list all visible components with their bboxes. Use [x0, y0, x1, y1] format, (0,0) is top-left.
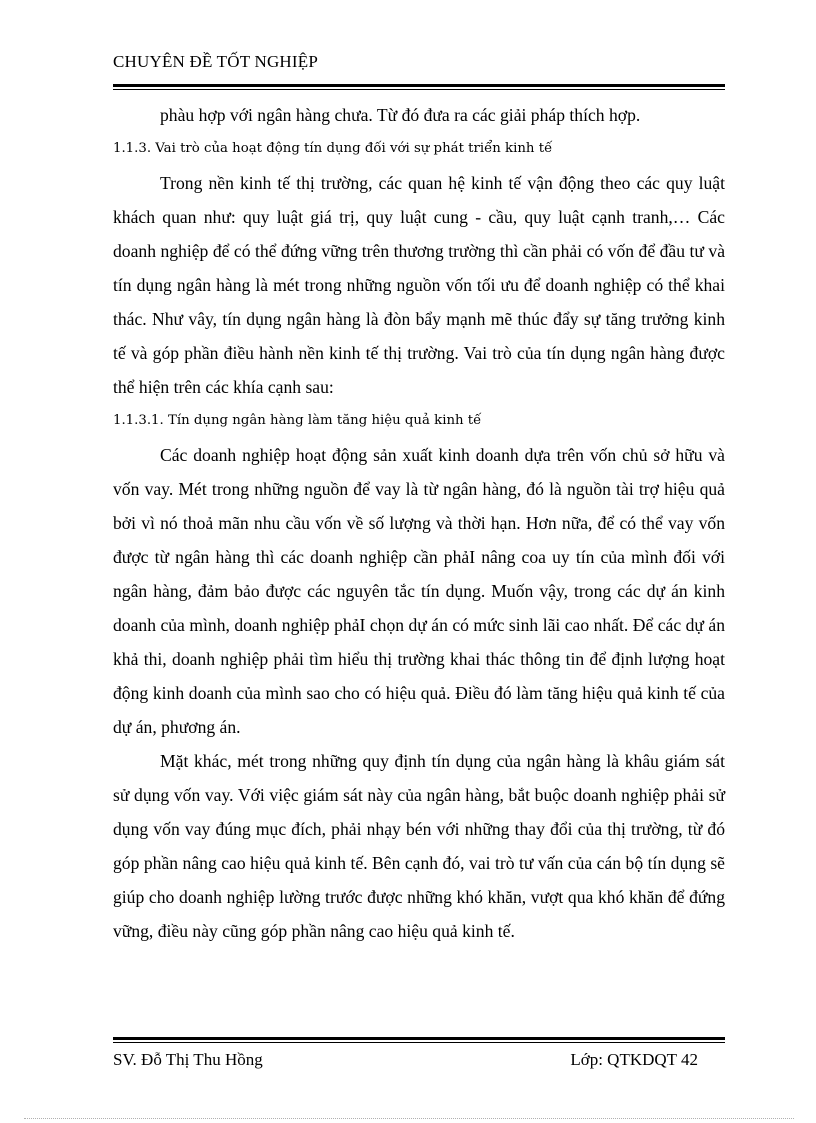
paragraph: Trong nền kinh tế thị trường, các quan hệ kinh tế vận động theo các quy luật khách quan như: quy luật giá trị, quy luật cung - cầu, quy luật cạnh tranh,… Các doanh nghiệp để có thể đứng vững trên thương trường thì cần phải có vốn để đầu tư và tín dụng ngân hàng là mét trong những nguồn vốn tối ưu để doanh nghiệp có thể khai thác. Như vây, tín dụng ngân hàng là đòn bẩy mạnh mẽ thúc đẩy sự tăng trưởng kinh tế và góp phần điều hành nền kinh tế thị trường. Vai trò của tín dụng ngân hàng được thể hiện trên các khía cạnh sau: — [113, 173, 725, 397]
header-divider — [113, 84, 725, 90]
footer-class: Lớp: QTKDQT 42 — [570, 1050, 698, 1069]
document-body — [113, 98, 725, 948]
section-heading: 1.1.3. Vai trò của hoạt động tín dụng đối với sự phát triển kinh tế — [113, 141, 553, 156]
footer-divider — [113, 1037, 725, 1043]
paragraph: Mặt khác, mét trong những quy định tín dụng của ngân hàng là khâu giám sát sử dụng vốn vay. Với việc giám sát này của ngân hàng, bắt buộc doanh nghiệp phải sử dụng vốn vay đúng mục đích, phải nhạy bén với những thay đổi của thị trường, từ đó góp phần nâng cao hiệu quả kinh tế. Bên cạnh đó, vai trò tư vấn của cán bộ tín dụng sẽ giúp cho doanh nghiệp lường trước được những khó khăn, vượt qua khó khăn để đứng vững, điều này cũng góp phần nâng cao hiệu quả kinh tế. — [113, 751, 725, 941]
page-header-title: CHUYÊN ĐỀ TỐT NGHIỆP — [113, 52, 319, 71]
page-edge-line — [24, 1118, 794, 1119]
subsection-heading: 1.1.3.1. Tín dụng ngân hàng làm tăng hiệu quả kinh tế — [113, 413, 482, 428]
paragraph: Các doanh nghiệp hoạt động sản xuất kinh doanh dựa trên vốn chủ sở hữu và vốn vay. Mét trong những nguồn để vay là từ ngân hàng, đó là nguồn tài trợ hiệu quả bởi vì nó thoả mãn nhu cầu vốn về số lượng và thời hạn. Hơn nữa, để có thể vay vốn được từ ngân hàng thì các doanh nghiệp cần phảI nâng coa uy tín của mình đối với ngân hàng, đảm bảo được các nguyên tắc tín dụng. Muốn vậy, trong các dự án kinh doanh của mình, doanh nghiệp phảI chọn dự án có mức sinh lãi cao nhất. Để các dự án khả thi, doanh nghiệp phải tìm hiểu thị trường khai thác thông tin để định lượng hoạt động kinh doanh của mình sao cho có hiệu quả. Điều đó làm tăng hiệu quả kinh tế của dự án, phương án. — [113, 445, 725, 737]
footer-student-name: SV. Đỗ Thị Thu Hồng — [113, 1050, 263, 1069]
continuation-line: phàu hợp với ngân hàng chưa. Từ đó đưa ra các giải pháp thích hợp. — [160, 105, 641, 125]
